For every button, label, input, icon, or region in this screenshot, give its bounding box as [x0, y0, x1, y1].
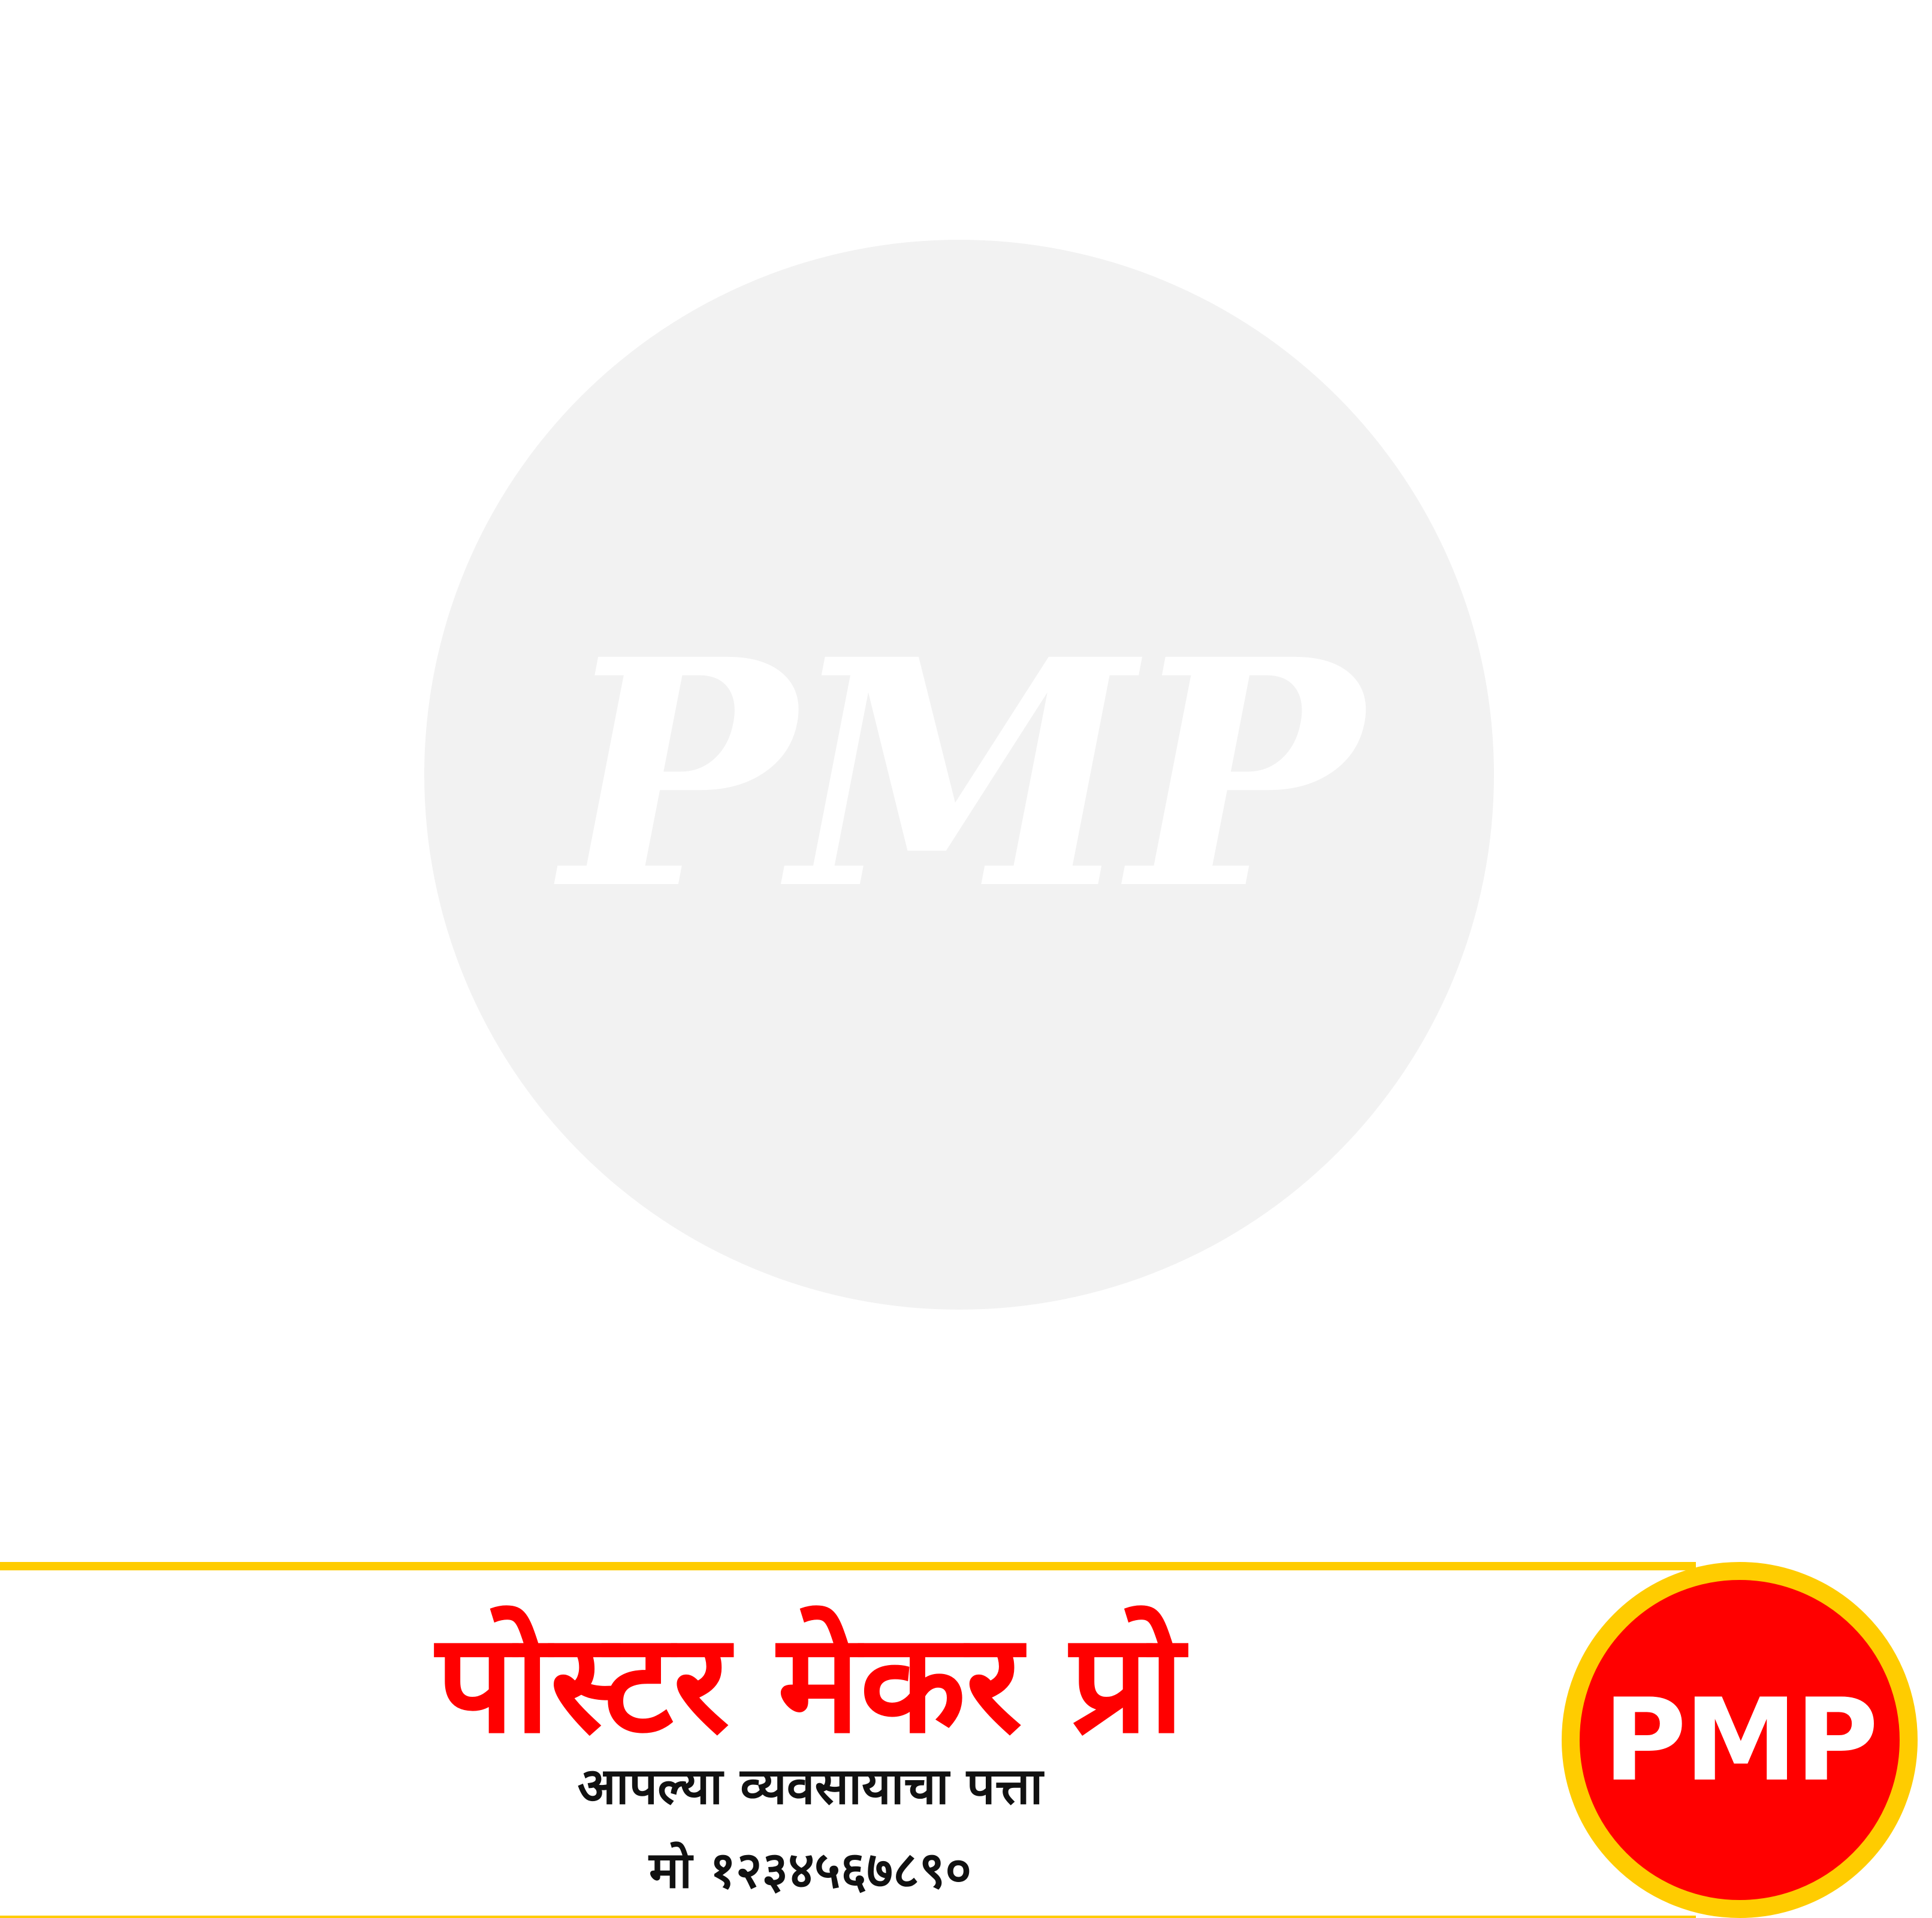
placeholder-logo: PMP — [561, 592, 1357, 958]
business-name[interactable]: पोस्टर मेकर प्रो — [436, 1604, 1185, 1764]
business-phone[interactable]: मो १२३४५६७८९० — [648, 1841, 972, 1899]
business-address[interactable]: आपल्या व्यवसायाचा पत्ता — [577, 1757, 1043, 1816]
photo-placeholder[interactable] — [424, 240, 1494, 1310]
logo-badge-text: PMP — [1603, 1673, 1876, 1807]
logo-badge[interactable] — [1562, 1562, 1918, 1918]
